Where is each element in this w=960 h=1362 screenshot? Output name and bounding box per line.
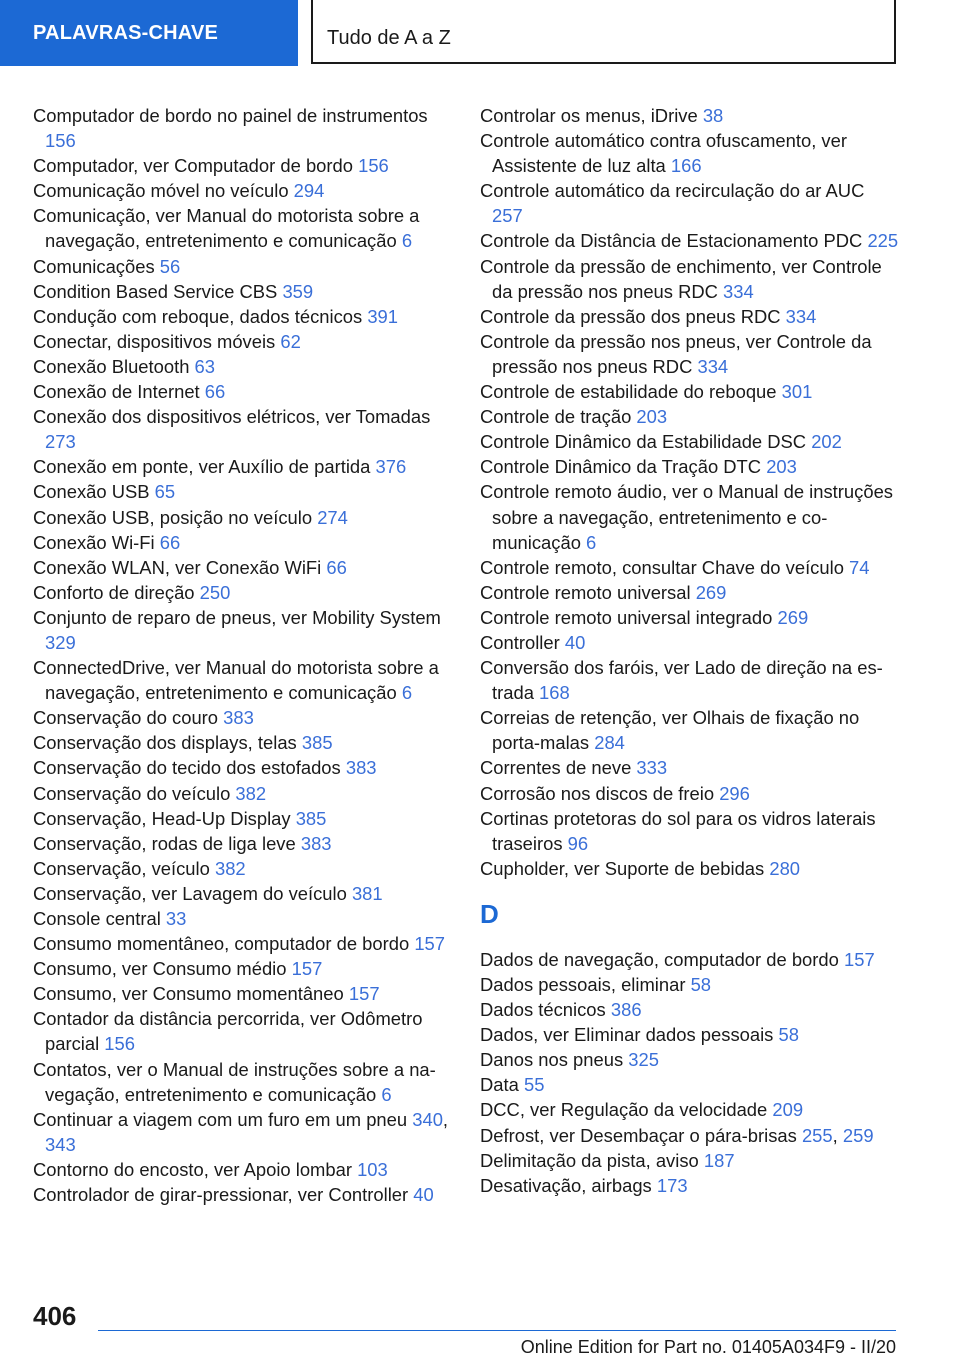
page-reference-link[interactable]: 280 (769, 857, 801, 879)
index-entry (33, 781, 453, 806)
index-entry (480, 1022, 900, 1047)
index-entry-term: Consumo, ver Consumo momentâneo (33, 983, 349, 1005)
page-reference-link[interactable]: 103 (357, 1158, 388, 1180)
page-reference-link[interactable]: 391 (367, 305, 398, 327)
index-entry (33, 1157, 453, 1182)
footer-edition: Online Edition for Part no. 01405A034F9 - II/20 (520, 1337, 896, 1357)
index-entry-term: Conservação do tecido dos estofados (33, 757, 346, 779)
index-entry-term: Conexão USB, posição no veículo (33, 506, 318, 528)
page-reference-link[interactable]: 58 (778, 1024, 799, 1046)
page-reference-link[interactable]: 187 (703, 1149, 735, 1171)
index-entry-term: Consumo momentâneo, computador de bordo (33, 933, 415, 955)
index-entry (33, 730, 453, 755)
page-reference-link[interactable]: 58 (690, 974, 712, 995)
index-entry-term: Condition Based Service CBS (33, 280, 283, 302)
page-reference-link[interactable]: 257 (492, 205, 523, 227)
index-entry-term: Controle Dinâmico da Tração DTC (480, 456, 767, 478)
page-reference-link[interactable]: 157 (414, 933, 446, 955)
page-reference-link[interactable]: 6 (381, 1083, 392, 1105)
index-entry-term: Cupholder, ver Suporte de bebidas (480, 857, 770, 879)
index-entry (33, 505, 453, 530)
index-entry-term: Conservação, Head-Up Display (33, 807, 296, 829)
header (0, 0, 960, 66)
page-reference-link[interactable]: 203 (766, 456, 797, 478)
page-reference-link[interactable]: 66 (326, 556, 347, 578)
index-entry (33, 881, 453, 906)
page-reference-link[interactable]: 156 (358, 155, 389, 177)
index-entry-term: ConnectedDrive, ver Manual do motorista sobre a navegação, entretenimento e comunicação (33, 657, 439, 704)
index-entry-term: Cortinas protetoras do sol para os vidros laterais traseiros (480, 807, 876, 854)
index-entry-term: Dados, ver Eliminar dados pessoais (480, 1024, 779, 1046)
page-reference-link[interactable]: 273 (45, 431, 76, 453)
page-reference-link[interactable]: 6 (586, 531, 597, 553)
page-reference-link[interactable]: 385 (301, 732, 333, 754)
index-entry-term: Conservação do couro (33, 707, 224, 729)
index-entry-term: Controlar os menus, iDrive (480, 105, 703, 126)
page-reference-link[interactable]: 250 (199, 581, 231, 603)
index-column-left (33, 103, 453, 1207)
page-reference-link[interactable]: 294 (293, 180, 325, 202)
index-entry-term: Comunicação, ver Manual do motorista sobre a navegação, entretenimento e comunicação (33, 205, 420, 252)
index-entry-term: Controller (480, 631, 565, 653)
index-entry (33, 304, 453, 329)
index-entry-term: Comunicações (33, 255, 160, 277)
index-entry-term: Contatos, ver o Manual de instruções sobre a navegação, entretenimento e comunicação (33, 1058, 436, 1105)
index-entry (33, 705, 453, 730)
index-entry-term: Computador, ver Computador de bordo (33, 155, 359, 177)
index-entry-term: Dados de navegação, computador de bordo (480, 948, 844, 970)
page-reference-link[interactable]: 340 (412, 1108, 443, 1130)
index-entry-term: Controle remoto universal integrado (480, 606, 778, 628)
index-entry (33, 1182, 453, 1207)
index-entry-term: Conservação, ver Lavagem do veículo (33, 882, 352, 904)
page-reference-link[interactable]: 274 (317, 506, 348, 528)
page-reference-link[interactable]: 343 (45, 1133, 76, 1155)
index-entry (480, 755, 900, 780)
index-entry-term: Conforto de direção (33, 581, 200, 603)
index-entry (480, 1148, 900, 1173)
page-reference-link[interactable]: 202 (811, 431, 842, 453)
page-reference-link[interactable]: 269 (777, 606, 809, 628)
page-reference-link[interactable]: 376 (375, 456, 407, 478)
page-reference-link[interactable]: 38 (702, 105, 724, 126)
page-reference-link[interactable]: 96 (567, 832, 589, 854)
page-reference-link[interactable]: 381 (351, 882, 383, 904)
index-letter-heading: D (480, 898, 499, 929)
index-entry (480, 605, 900, 630)
index-entry (33, 906, 453, 931)
page-reference-link[interactable]: 301 (781, 381, 813, 403)
index-entry (480, 454, 900, 479)
index-entry-term: Controle Dinâmico da Estabilidade DSC (480, 431, 812, 453)
index-entry (33, 931, 453, 956)
page-reference-link[interactable]: 333 (636, 757, 668, 779)
index-entry (480, 997, 900, 1022)
page-reference-link[interactable]: 334 (723, 280, 754, 302)
index-entry-term: Conjunto de reparo de pneus, ver Mobility System (33, 606, 441, 628)
page-reference-link[interactable]: 334 (785, 305, 817, 327)
index-entry (480, 379, 900, 404)
index-entry (480, 128, 900, 178)
page-reference-link[interactable]: 66 (204, 381, 226, 403)
page-reference-link[interactable]: 6 (401, 230, 413, 252)
index-entry-term: Correias de retenção, ver Olhais de fixação no porta-malas (480, 707, 860, 754)
index-entry (480, 178, 900, 228)
index-entry (480, 947, 900, 972)
index-entry-term: Consumo, ver Consumo médio (33, 958, 292, 980)
page-reference-link[interactable]: 156 (104, 1033, 135, 1055)
index-entry-term: Corrosão nos discos de freio (480, 782, 720, 804)
index-entry (33, 479, 453, 504)
index-entry (480, 555, 900, 580)
page-reference-link[interactable]: 168 (539, 682, 570, 704)
index-entry-term: DCC, ver Regulação da velocidade (480, 1099, 773, 1121)
index-entry (480, 1173, 900, 1198)
index-entry-term: Condução com reboque, dados técnicos (33, 305, 368, 327)
index-entry (480, 972, 900, 997)
index-entry-term: Continuar a viagem com um furo em um pneu (33, 1108, 413, 1130)
page-reference-link[interactable]: 255 (801, 1124, 833, 1146)
footer-divider (98, 1330, 896, 1331)
index-column-right (480, 103, 900, 1198)
index-entry-term: Controle automático contra ofuscamento, ver Assistente de luz alta (480, 130, 847, 177)
index-entry (33, 655, 453, 705)
index-entry-term: Computador de bordo no painel de instrumentos (33, 105, 428, 126)
index-entry (480, 254, 900, 304)
page-reference-link[interactable]: 386 (610, 999, 642, 1021)
index-entry (33, 831, 453, 856)
index-entry-term: Controle de tração (480, 406, 637, 428)
index-entry-term: Conservação, rodas de liga leve (33, 832, 301, 854)
index-entry (33, 379, 453, 404)
index-entry-term: Controle remoto universal (480, 581, 696, 603)
index-entry-term: Conversão dos faróis, ver Lado de direção na estrada (480, 657, 883, 704)
tab-keywords[interactable]: PALAVRAS-CHAVE (0, 0, 298, 66)
index-entry-term: Controle da Distância de Estacionamento PDC (480, 230, 868, 252)
index-entry (33, 1057, 453, 1107)
index-entry: Defrost, ver Desembaçar o pára-brisas 255, 259 (480, 1124, 874, 1146)
index-entry (33, 178, 453, 203)
index-entry (33, 580, 453, 605)
page-reference-link[interactable]: 173 (656, 1174, 688, 1196)
index-entry (33, 454, 453, 479)
index-entry-term: Controle da pressão nos pneus, ver Controle da pressão nos pneus RDC (480, 330, 872, 377)
page-reference-link[interactable]: 66 (159, 531, 181, 553)
index-entry (480, 705, 900, 755)
index-entry (480, 329, 900, 379)
page-reference-link[interactable]: 209 (772, 1099, 804, 1121)
index-entry: Continuar a viagem com um furo em um pneu 340, 343 (33, 1108, 449, 1155)
page-reference-link[interactable]: 259 (842, 1124, 874, 1146)
page-reference-link[interactable]: 56 (159, 255, 181, 277)
index-entry-term: Conexão em ponte, ver Auxílio de partida (33, 456, 376, 478)
index-entry (33, 254, 453, 279)
index-entry-term: Danos nos pneus (480, 1049, 629, 1071)
index-entry-term: Controle automático da recirculação do ar AUC (480, 180, 865, 202)
page-reference-link[interactable]: 329 (45, 631, 76, 653)
index-entry (33, 806, 453, 831)
page-reference-link[interactable]: 6 (401, 682, 413, 704)
page-number: 406 (33, 1301, 77, 1331)
page-reference-link[interactable]: 383 (345, 757, 377, 779)
tab-a-to-z[interactable] (311, 0, 896, 64)
index-entry (33, 856, 453, 881)
index-entry-term: Dados pessoais, eliminar (480, 974, 691, 995)
index-entry-term: Contorno do encosto, ver Apoio lombar (33, 1158, 358, 1180)
page-reference-link[interactable]: 33 (165, 908, 187, 929)
index-entry (480, 1072, 900, 1097)
page-reference-link[interactable]: 62 (280, 330, 301, 352)
index-entry (480, 856, 900, 881)
page-reference-link[interactable]: 383 (223, 707, 254, 729)
page-reference-link[interactable]: 157 (348, 983, 380, 1005)
index-entry (33, 555, 453, 580)
page-reference-link[interactable]: 284 (594, 732, 625, 754)
index-entry-term: Delimitação da pista, aviso (480, 1149, 704, 1171)
index-entry (480, 228, 900, 253)
index-entry (480, 1097, 900, 1122)
index-entry-term: Contador da distância percorrida, ver Odômetro parcial (33, 1008, 423, 1055)
index-entry (33, 605, 453, 655)
index-entry (33, 329, 453, 354)
index-entry (33, 981, 453, 1006)
index-entry-term: Conectar, dispositivos móveis (33, 330, 281, 352)
index-entry-term: Controle da pressão de enchimento, ver Controle da pressão nos pneus RDC (480, 255, 882, 302)
page-reference-link[interactable]: 334 (697, 355, 729, 377)
page-reference-link[interactable]: 40 (413, 1184, 434, 1206)
index-entry-term: Conexão Bluetooth (33, 355, 195, 377)
index-entry (480, 479, 900, 554)
index-entry-term: Conservação do veículo (33, 782, 236, 804)
page-reference-link[interactable]: 166 (670, 155, 702, 177)
index-entry-term: Conexão WLAN, ver Conexão WiFi (33, 556, 327, 578)
page-reference-link[interactable]: 296 (719, 782, 750, 804)
page-reference-link[interactable]: 325 (628, 1049, 659, 1071)
index-entry-term: Console central (33, 908, 166, 929)
index-entry (480, 781, 900, 806)
page-reference-link[interactable]: 65 (154, 481, 176, 503)
index-entry-term: Controle da pressão dos pneus RDC (480, 305, 786, 327)
index-entry-term: Dados técnicos (480, 999, 611, 1021)
page-reference-link[interactable]: 359 (282, 280, 314, 302)
index-entry-term: Controle remoto áudio, ver o Manual de instruções sobre a navegação, entretenimento e comunicação (480, 481, 893, 553)
index-entry-term: Conservação, veículo (33, 857, 215, 879)
index-entry-term: Controle remoto, consultar Chave do veículo (480, 556, 850, 578)
index-entry (480, 304, 900, 329)
index-entry (33, 1006, 453, 1056)
page-reference-link[interactable]: 156 (45, 130, 76, 152)
index-entry (480, 1047, 900, 1072)
tab-a-to-z-label: Tudo de A a Z (327, 27, 451, 49)
page-reference-link[interactable]: 203 (636, 406, 668, 428)
page-reference-link[interactable]: 157 (843, 948, 875, 970)
index-entry-term: Conexão USB (33, 481, 155, 503)
index-entry (480, 630, 900, 655)
page-reference-link[interactable]: 385 (295, 807, 327, 829)
index-entry-term: Controle de estabilidade do reboque (480, 381, 782, 403)
index-entry (33, 755, 453, 780)
index-entry (33, 530, 453, 555)
page-reference-link[interactable]: 382 (235, 782, 267, 804)
index-entry (33, 956, 453, 981)
page-reference-link[interactable]: 382 (214, 857, 246, 879)
index-entry (33, 354, 453, 379)
index-entry-term: Controlador de girar-pressionar, ver Controller (33, 1184, 414, 1206)
index-entry (480, 655, 900, 705)
page-reference-link[interactable]: 74 (849, 556, 870, 578)
index-entry (480, 806, 900, 856)
index-entry-term: Defrost, ver Desembaçar o pára-brisas (480, 1124, 802, 1146)
index-entry-term: Comunicação móvel no veículo (33, 180, 294, 202)
page-reference-link[interactable]: 225 (867, 230, 899, 252)
index-entry (480, 580, 900, 605)
page-reference-link[interactable]: 157 (291, 958, 323, 980)
index-entry-term: Correntes de neve (480, 757, 637, 779)
index-entry (480, 429, 900, 454)
index-entry-term: Desativação, airbags (480, 1174, 657, 1196)
page-reference-link[interactable]: 383 (300, 832, 332, 854)
index-entry (33, 203, 453, 253)
index-entry-term: Conservação dos displays, telas (33, 732, 302, 754)
page-reference-link[interactable]: 269 (695, 581, 727, 603)
page-reference-link[interactable]: 40 (564, 631, 586, 653)
page-reference-link[interactable]: 55 (523, 1074, 545, 1096)
index-entry (33, 153, 453, 178)
index-entry (480, 404, 900, 429)
index-entry (33, 103, 453, 153)
index-entry (33, 404, 453, 454)
index-entry-term: Conexão dos dispositivos elétricos, ver Tomadas (33, 406, 431, 428)
index-entry-term: Data (480, 1074, 524, 1096)
index-entry-term: Conexão de Internet (33, 381, 205, 403)
page-reference-link[interactable]: 63 (194, 355, 216, 377)
index-entry-term: Conexão Wi-Fi (33, 531, 160, 553)
index-entry (480, 103, 900, 128)
index-entry (33, 279, 453, 304)
